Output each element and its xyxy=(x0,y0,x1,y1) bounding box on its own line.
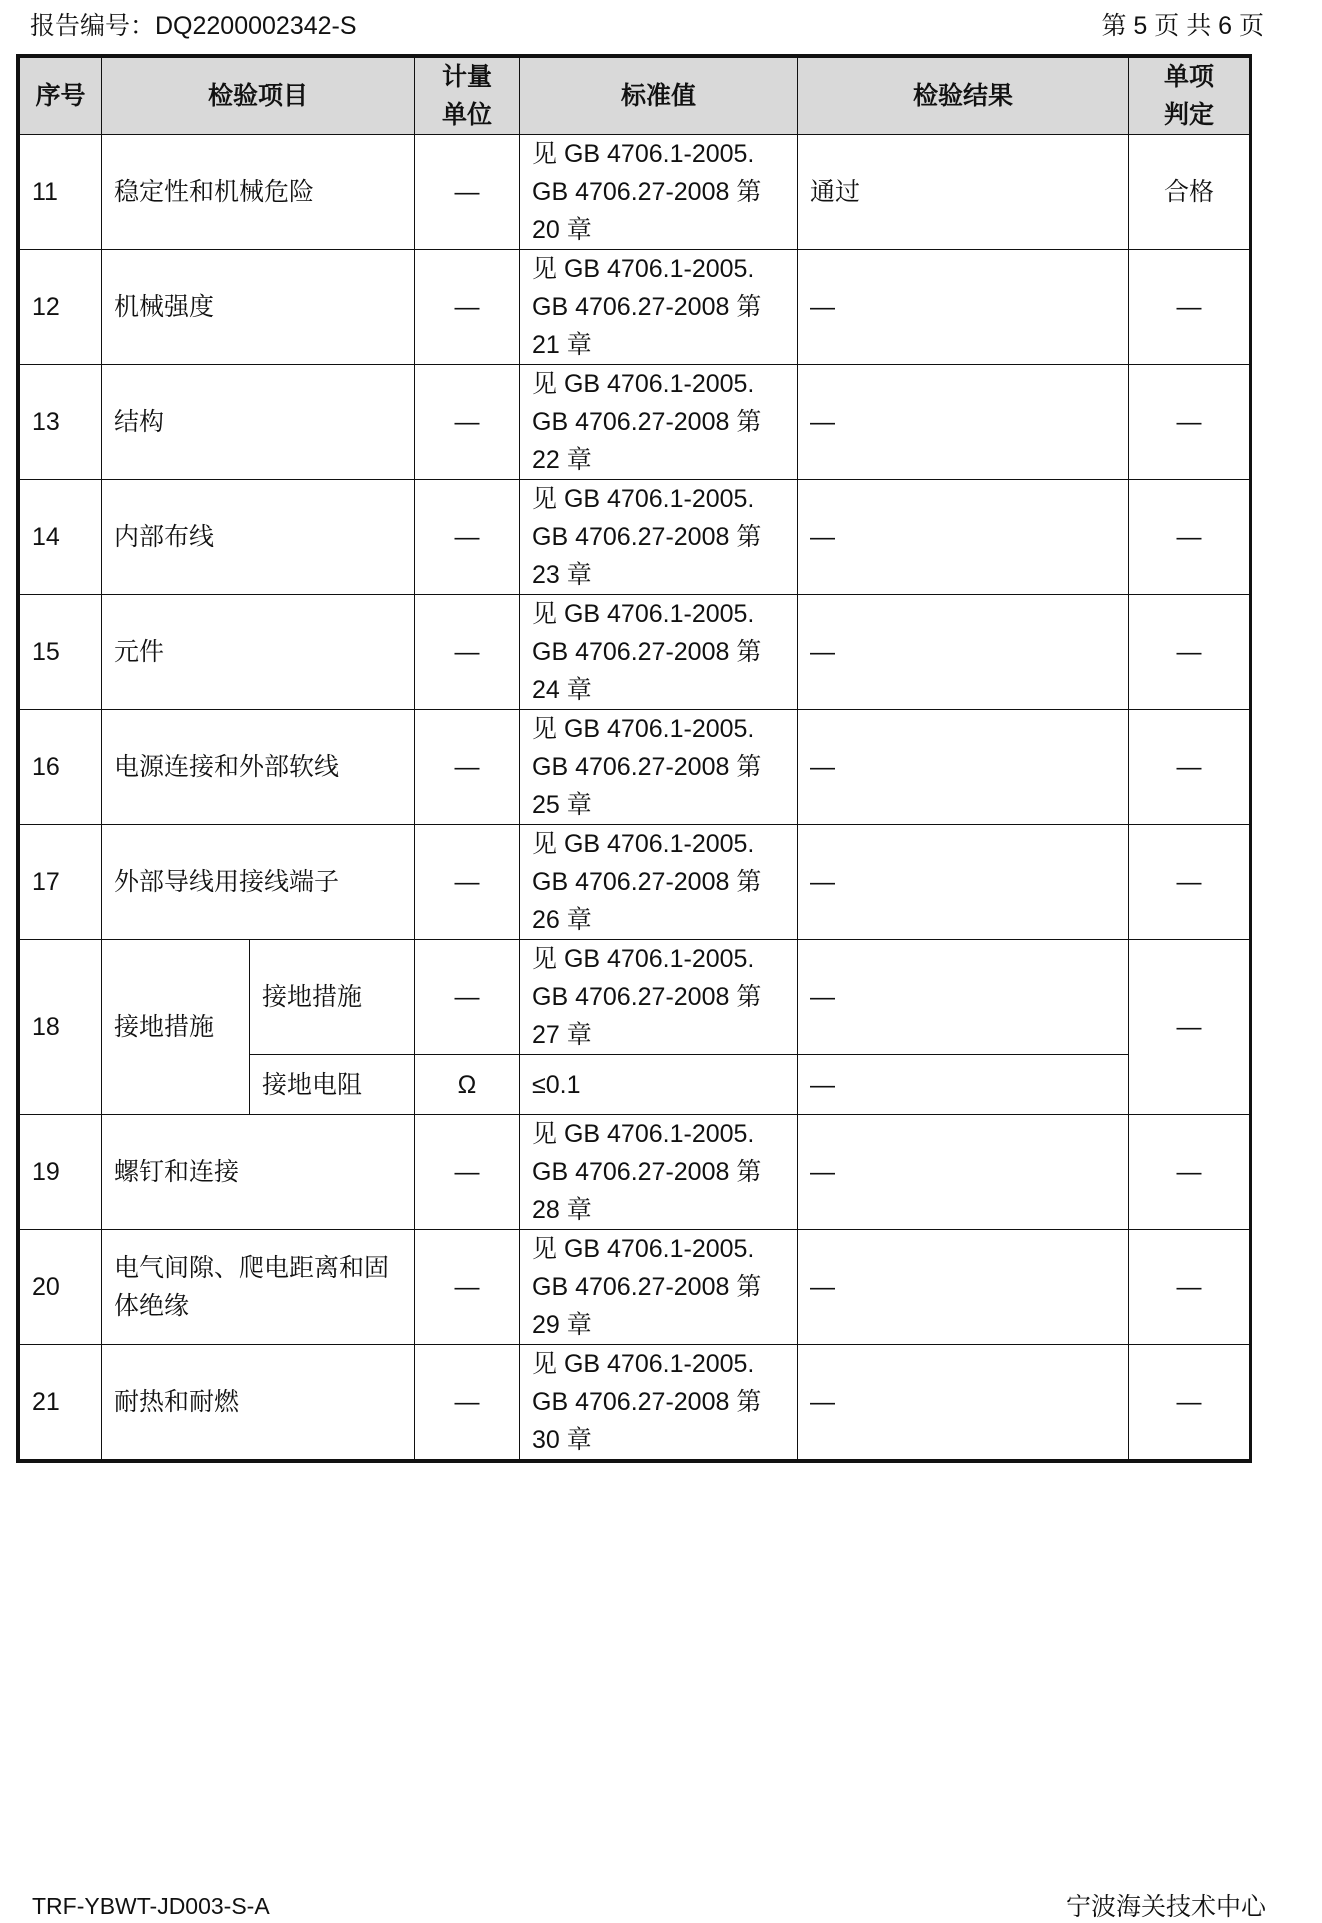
report-number: 报告编号：DQ2200002342-S xyxy=(30,12,357,40)
row-standard-line3: 23 章 xyxy=(532,561,592,589)
row-verdict: — xyxy=(1129,825,1250,940)
row-standard xyxy=(520,940,798,1055)
row-item-line2: 体绝缘 xyxy=(114,1292,190,1320)
table-row xyxy=(20,480,1250,595)
table-row xyxy=(20,825,1250,940)
table-row xyxy=(20,710,1250,825)
row-standard xyxy=(520,1115,798,1230)
row-seq: 16 xyxy=(20,710,102,825)
row-item: 结构 xyxy=(102,365,415,480)
row-item-line1: 电气间隙、爬电距离和固 xyxy=(114,1254,390,1282)
col-header-standard: 标准值 xyxy=(520,58,798,135)
row-standard-line2: GB 4706.27-2008 第 xyxy=(532,638,762,666)
row-result: — xyxy=(798,710,1129,825)
row-standard-line3: 29 章 xyxy=(532,1311,592,1339)
row-result: — xyxy=(798,940,1129,1055)
col-header-unit-line1: 计量 xyxy=(442,63,493,91)
col-header-result: 检验结果 xyxy=(798,58,1129,135)
row-unit: Ω xyxy=(415,1055,520,1115)
row-item: 外部导线用接线端子 xyxy=(102,825,415,940)
row-item xyxy=(102,1115,415,1230)
row-unit: — xyxy=(415,250,520,365)
row-verdict: — xyxy=(1129,595,1250,710)
row-standard-line2: GB 4706.27-2008 第 xyxy=(532,1273,762,1301)
row-item-line1: 耐热和耐燃 xyxy=(114,1388,240,1416)
row-seq: 15 xyxy=(20,595,102,710)
row-unit: — xyxy=(415,710,520,825)
row-standard-line2: GB 4706.27-2008 第 xyxy=(532,523,762,551)
row-item: 电源连接和外部软线 xyxy=(102,710,415,825)
row-standard xyxy=(520,710,798,825)
row-result: — xyxy=(798,595,1129,710)
row-subitem: 接地措施 xyxy=(250,940,415,1055)
row-unit: — xyxy=(415,1230,520,1345)
row-result: — xyxy=(798,1055,1129,1115)
col-header-item: 检验项目 xyxy=(102,58,415,135)
organization-name: 宁波海关技术中心 xyxy=(1065,1893,1266,1921)
row-verdict: — xyxy=(1129,1345,1250,1460)
row-seq: 18 xyxy=(20,940,102,1115)
row-seq: 11 xyxy=(20,135,102,250)
row-item: 稳定性和机械危险 xyxy=(102,135,415,250)
table-header-row xyxy=(20,58,1250,135)
table-row xyxy=(20,1115,1250,1230)
row-standard-line1: 见 GB 4706.1-2005. xyxy=(532,600,755,628)
table-row xyxy=(20,365,1250,480)
row-unit: — xyxy=(415,365,520,480)
row-standard-line1: 见 GB 4706.1-2005. xyxy=(532,370,755,398)
row-seq: 14 xyxy=(20,480,102,595)
row-unit: — xyxy=(415,480,520,595)
col-header-verdict xyxy=(1129,58,1250,135)
row-item: 机械强度 xyxy=(102,250,415,365)
row-verdict: — xyxy=(1129,1230,1250,1345)
table-row xyxy=(20,595,1250,710)
row-seq: 19 xyxy=(20,1115,102,1230)
row-standard-line3: 25 章 xyxy=(532,791,592,819)
row-standard-line3: 24 章 xyxy=(532,676,592,704)
table-row xyxy=(20,1345,1250,1460)
row-unit: — xyxy=(415,1115,520,1230)
row-standard xyxy=(520,825,798,940)
row-subitem: 接地电阻 xyxy=(250,1055,415,1115)
row-standard-line3: 22 章 xyxy=(532,446,592,474)
row-standard-line1: 见 GB 4706.1-2005. xyxy=(532,255,755,283)
row-item xyxy=(102,1230,415,1345)
row-standard xyxy=(520,1345,798,1460)
row-unit: — xyxy=(415,135,520,250)
row-item: 内部布线 xyxy=(102,480,415,595)
row-verdict: — xyxy=(1129,365,1250,480)
row-standard-line2: GB 4706.27-2008 第 xyxy=(532,1388,762,1416)
row-standard-line2: GB 4706.27-2008 第 xyxy=(532,983,762,1011)
form-code: TRF-YBWT-JD003-S-A xyxy=(32,1893,270,1919)
table-row-grounding xyxy=(20,940,1250,1055)
row-result: — xyxy=(798,825,1129,940)
row-standard-line1: 见 GB 4706.1-2005. xyxy=(532,1120,755,1148)
row-result: — xyxy=(798,1230,1129,1345)
col-header-unit xyxy=(415,58,520,135)
row-standard xyxy=(520,135,798,250)
row-standard-line3: 28 章 xyxy=(532,1196,592,1224)
table-row xyxy=(20,135,1250,250)
row-standard-line2: GB 4706.27-2008 第 xyxy=(532,178,762,206)
table-row xyxy=(20,250,1250,365)
row-result: — xyxy=(798,480,1129,595)
row-standard-line3: 20 章 xyxy=(532,216,592,244)
row-standard-line1: 见 GB 4706.1-2005. xyxy=(532,485,755,513)
row-verdict: — xyxy=(1129,250,1250,365)
col-header-verdict-line2: 判定 xyxy=(1164,101,1215,129)
row-standard-line2: GB 4706.27-2008 第 xyxy=(532,293,762,321)
row-unit: — xyxy=(415,825,520,940)
row-seq: 17 xyxy=(20,825,102,940)
row-verdict: — xyxy=(1129,480,1250,595)
row-standard-line2: GB 4706.27-2008 第 xyxy=(532,868,762,896)
row-standard-line1: 见 GB 4706.1-2005. xyxy=(532,140,755,168)
row-unit: — xyxy=(415,940,520,1055)
row-item: 元件 xyxy=(102,595,415,710)
row-standard-line1: 见 GB 4706.1-2005. xyxy=(532,1235,755,1263)
row-item-group: 接地措施 xyxy=(102,940,250,1115)
row-standard-line3: 30 章 xyxy=(532,1426,592,1454)
row-standard-line1: 见 GB 4706.1-2005. xyxy=(532,830,755,858)
row-standard-line1: 见 GB 4706.1-2005. xyxy=(532,1350,755,1378)
row-standard-line3: 27 章 xyxy=(532,1021,592,1049)
row-verdict: — xyxy=(1129,940,1250,1115)
row-result: — xyxy=(798,1345,1129,1460)
row-seq: 13 xyxy=(20,365,102,480)
row-verdict: 合格 xyxy=(1129,135,1250,250)
row-result: — xyxy=(798,365,1129,480)
inspection-table xyxy=(19,57,1250,1460)
row-result: 通过 xyxy=(798,135,1129,250)
row-verdict: — xyxy=(1129,710,1250,825)
row-standard xyxy=(520,250,798,365)
row-standard-line3: 26 章 xyxy=(532,906,592,934)
inspection-table-frame xyxy=(16,54,1252,1463)
row-standard-line2: GB 4706.27-2008 第 xyxy=(532,1158,762,1186)
row-standard-line2: GB 4706.27-2008 第 xyxy=(532,408,762,436)
row-item xyxy=(102,1345,415,1460)
col-header-verdict-line1: 单项 xyxy=(1164,63,1215,91)
row-standard: ≤0.1 xyxy=(520,1055,798,1115)
row-verdict: — xyxy=(1129,1115,1250,1230)
row-unit: — xyxy=(415,595,520,710)
row-standard xyxy=(520,480,798,595)
row-standard-line1: 见 GB 4706.1-2005. xyxy=(532,945,755,973)
row-standard-line3: 21 章 xyxy=(532,331,592,359)
row-standard-line1: 见 GB 4706.1-2005. xyxy=(532,715,755,743)
row-standard xyxy=(520,1230,798,1345)
row-unit: — xyxy=(415,1345,520,1460)
row-seq: 20 xyxy=(20,1230,102,1345)
col-header-unit-line2: 单位 xyxy=(442,101,493,129)
row-result: — xyxy=(798,1115,1129,1230)
table-row xyxy=(20,1230,1250,1345)
col-header-seq: 序号 xyxy=(20,58,102,135)
row-seq: 12 xyxy=(20,250,102,365)
page-indicator: 第 5 页 共 6 页 xyxy=(1101,12,1264,40)
row-result: — xyxy=(798,250,1129,365)
row-standard-line2: GB 4706.27-2008 第 xyxy=(532,753,762,781)
row-seq: 21 xyxy=(20,1345,102,1460)
row-standard xyxy=(520,595,798,710)
row-item-line1: 螺钉和连接 xyxy=(114,1158,240,1186)
row-standard xyxy=(520,365,798,480)
